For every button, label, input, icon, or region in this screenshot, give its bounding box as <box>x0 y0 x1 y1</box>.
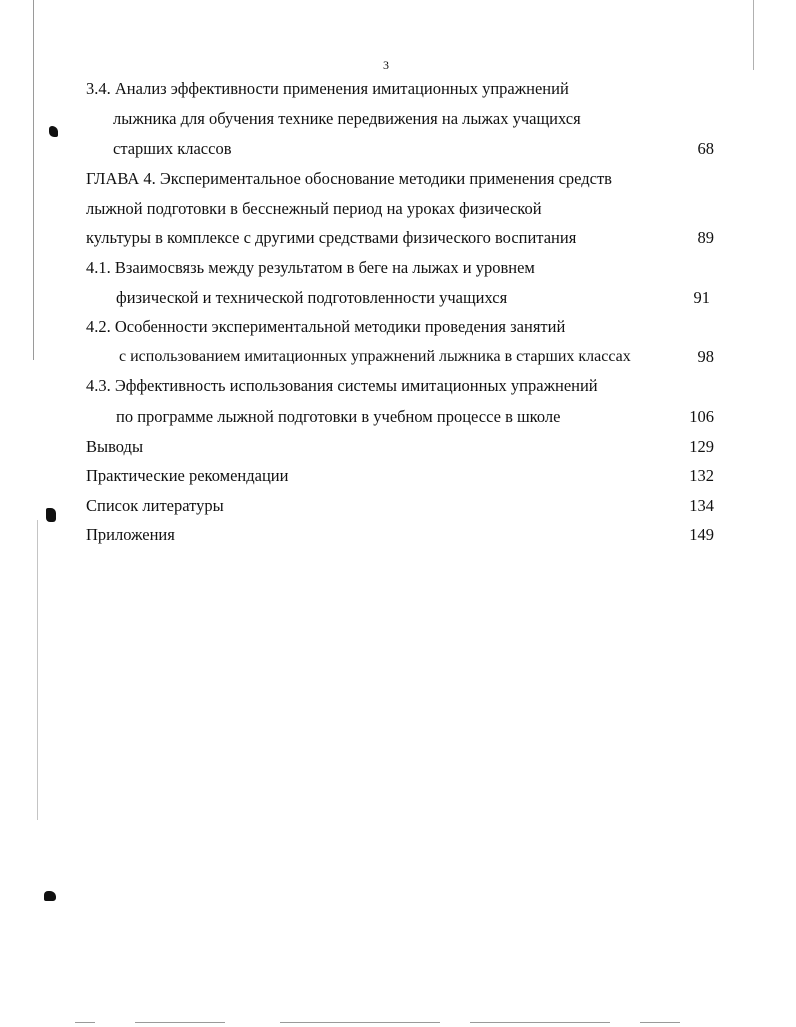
toc-entry-text: Выводы <box>86 437 144 456</box>
toc-line <box>0 107 796 131</box>
toc-entry-text: 3.4. Анализ эффективности применения имитационных упражнений <box>86 79 569 98</box>
scan-edge-line-left-lower <box>37 520 38 820</box>
toc-line <box>0 464 796 488</box>
scan-edge-line-bottom-5 <box>640 1022 680 1023</box>
toc-entry-text: физической и технической подготовленности учащихся <box>116 288 508 307</box>
scan-edge-line-bottom-4 <box>470 1022 610 1023</box>
toc-line <box>0 256 796 280</box>
toc-line <box>0 523 796 547</box>
toc-page-number: 132 <box>689 466 714 485</box>
toc-page-number: 91 <box>693 288 710 307</box>
toc-line <box>0 435 796 459</box>
toc-page-number: 149 <box>689 525 714 544</box>
toc-line <box>0 374 796 398</box>
toc-entry-text: Приложения <box>86 525 175 544</box>
toc-line <box>0 226 796 250</box>
page-number: 3 <box>383 58 389 72</box>
toc-entry-text: 4.3. Эффективность использования системы имитационных упражнений <box>86 376 598 395</box>
toc-entry-text: Практические рекомендации <box>86 466 289 485</box>
toc-line <box>0 197 796 221</box>
toc-entry-text: лыжной подготовки в бесснежный период на уроках физической <box>86 199 542 218</box>
toc-entry-text: старших классов <box>113 139 232 158</box>
toc-line <box>0 286 796 310</box>
toc-entry-text: по программе лыжной подготовки в учебном процессе в школе <box>116 407 561 426</box>
toc-page-number: 134 <box>689 496 714 515</box>
toc-line <box>0 315 796 339</box>
toc-entry-text: 4.1. Взаимосвязь между результатом в беге на лыжах и уровнем <box>86 258 535 277</box>
toc-page-number: 68 <box>697 139 714 158</box>
toc-line <box>0 345 796 369</box>
toc-line <box>0 167 796 191</box>
toc-entry-text: культуры в комплексе с другими средствами физического воспитания <box>86 228 577 247</box>
binding-hole-mark-bottom <box>44 891 56 901</box>
toc-page-number: 89 <box>697 228 714 247</box>
scan-edge-line-bottom-3 <box>280 1022 440 1023</box>
toc-entry-text: 4.2. Особенности экспериментальной методики проведения занятий <box>86 317 566 336</box>
toc-entry-text: с использованием имитационных упражнений лыжника в старших классах <box>119 348 631 365</box>
toc-entry-text: лыжника для обучения технике передвижения на лыжах учащихся <box>113 109 581 128</box>
toc-line <box>0 77 796 101</box>
toc-entry-text: ГЛАВА 4. Экспериментальное обоснование методики применения средств <box>86 169 612 188</box>
scan-edge-line-bottom-2 <box>135 1022 225 1023</box>
toc-line <box>0 137 796 161</box>
toc-line <box>0 494 796 518</box>
toc-line <box>0 405 796 429</box>
toc-page-number: 98 <box>697 347 714 366</box>
toc-page-number: 129 <box>689 437 714 456</box>
scan-edge-line-bottom-1 <box>75 1022 95 1023</box>
toc-entry-text: Список литературы <box>86 496 224 515</box>
toc-page-number: 106 <box>689 407 714 426</box>
